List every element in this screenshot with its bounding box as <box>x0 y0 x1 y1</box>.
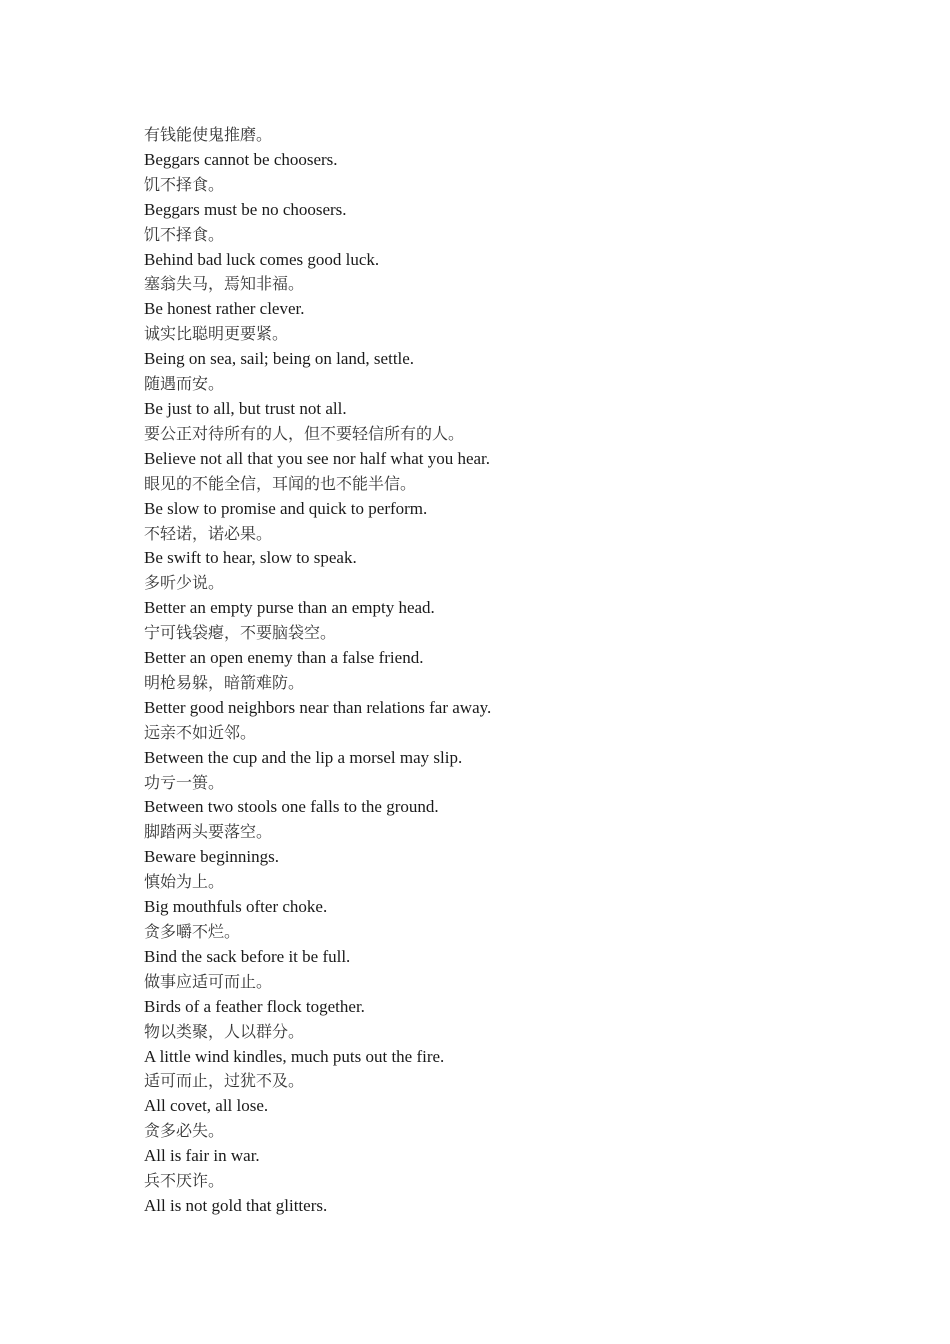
proverb-translation-line: 塞翁失马，焉知非福。 <box>144 274 305 294</box>
proverb-english-line: Between two stools one falls to the ground. <box>144 797 439 817</box>
proverb-translation-line: 贪多嚼不烂。 <box>144 922 241 941</box>
proverb-translation-line: 贪多必失。 <box>144 1121 225 1141</box>
proverb-english-line: Bind the sack before it be full. <box>144 946 351 966</box>
proverb-english-line: Be just to all, but trust not all. <box>144 398 347 418</box>
proverb-translation-line: 随遇而安。 <box>144 374 225 394</box>
proverb-english-line: Better good neighbors near than relations far away. <box>144 697 492 717</box>
proverb-translation-line: 宁可钱袋瘪，不要脑袋空。 <box>144 623 337 643</box>
proverb-translation-line: 明枪易躲，暗箭难防。 <box>144 672 305 692</box>
proverb-english-line: Be honest rather clever. <box>144 299 305 319</box>
proverb-english-line: Be slow to promise and quick to perform. <box>144 498 428 518</box>
proverb-english-line: Between the cup and the lip a morsel may slip. <box>144 747 463 767</box>
proverb-translation-line: 饥不择食。 <box>144 174 225 194</box>
document-page <box>144 123 844 1219</box>
proverb-english-line: Being on sea, sail; being on land, settle. <box>144 349 415 369</box>
proverb-translation-line: 兵不厌诈。 <box>144 1171 225 1191</box>
proverb-english-line: Beggars cannot be choosers. <box>144 149 338 169</box>
proverb-translation-line: 功亏一篑。 <box>144 772 225 792</box>
proverb-translation-line: 脚踏两头要落空。 <box>144 822 273 842</box>
proverb-english-line: Beware beginnings. <box>144 847 280 867</box>
proverb-translation-line: 饥不择食。 <box>144 224 225 244</box>
proverb-translation-line: 有钱能使鬼推磨。 <box>144 125 273 144</box>
proverb-translation-line: 物以类聚，人以群分。 <box>144 1021 305 1041</box>
proverb-translation-line: 多听少说。 <box>144 573 225 593</box>
proverb-translation-line: 慎始为上。 <box>144 872 225 892</box>
proverb-translation-line: 诚实比聪明更要紧。 <box>144 324 289 344</box>
proverb-english-line: Beggars must be no choosers. <box>144 199 347 219</box>
proverb-translation-line: 不轻诺，诺必果。 <box>144 523 273 543</box>
proverb-translation-line: 做事应适可而止。 <box>144 971 273 991</box>
proverb-english-line: Believe not all that you see nor half what you hear. <box>144 448 491 468</box>
proverb-translation-line: 适可而止，过犹不及。 <box>144 1071 305 1091</box>
proverb-english-line: All covet, all lose. <box>144 1096 269 1116</box>
proverb-english-line: Behind bad luck comes good luck. <box>144 249 380 269</box>
proverb-english-line: Better an open enemy than a false friend. <box>144 648 424 668</box>
proverb-english-line: All is fair in war. <box>144 1146 260 1166</box>
proverb-translation-line: 远亲不如近邻。 <box>144 722 257 742</box>
proverb-english-line: Big mouthfuls ofter choke. <box>144 897 328 917</box>
proverb-english-line: A little wind kindles, much puts out the fire. <box>144 1046 445 1066</box>
proverb-english-line: All is not gold that glitters. <box>144 1195 328 1215</box>
proverb-translation-line: 要公正对待所有的人，但不要轻信所有的人。 <box>144 423 465 443</box>
proverb-english-line: Birds of a feather flock together. <box>144 996 365 1016</box>
proverb-english-line: Be swift to hear, slow to speak. <box>144 548 357 568</box>
proverb-english-line: Better an empty purse than an empty head. <box>144 598 435 618</box>
proverb-translation-line: 眼见的不能全信，耳闻的也不能半信。 <box>144 473 417 493</box>
